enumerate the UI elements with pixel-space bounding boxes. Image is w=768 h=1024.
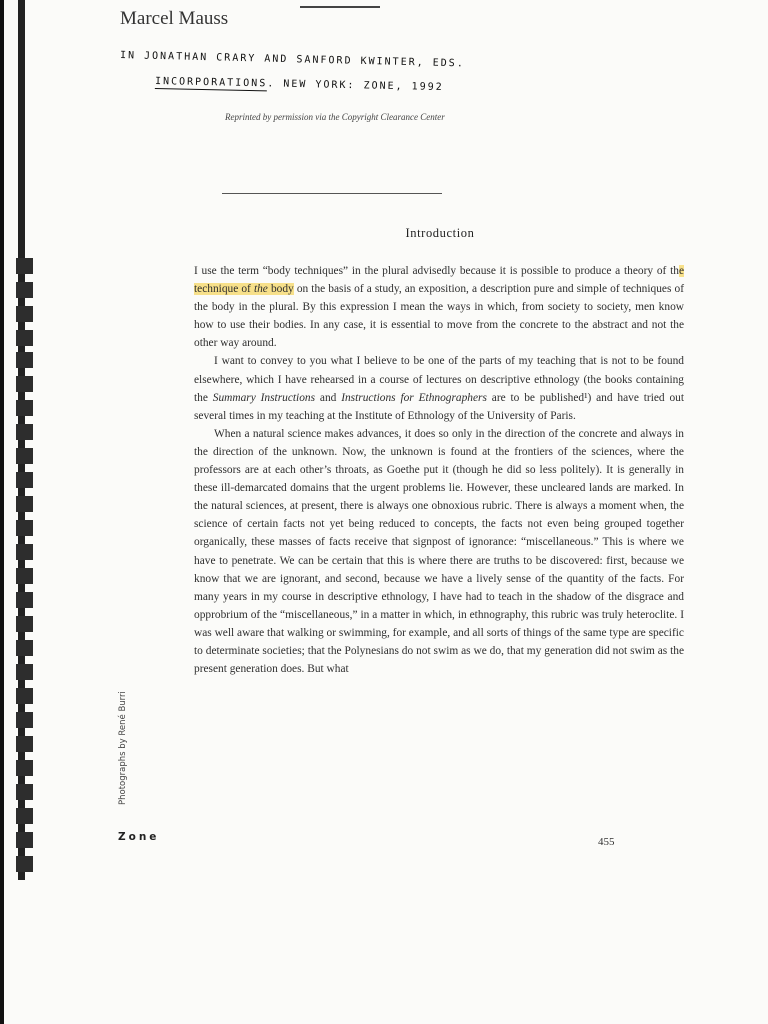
italic-title-instructions-for-ethnographers: Instructions for Ethnographers xyxy=(341,391,487,404)
binding-tab xyxy=(16,760,33,776)
binding-tab xyxy=(16,258,33,274)
binding-tab xyxy=(16,568,33,584)
binding-tab xyxy=(16,472,33,488)
paragraph-3: When a natural science makes advances, it does so only in the direction of the concrete and always in the direction of the unknown. Now, the unknown is found at the frontiers of the sciences, where the professors are at each other’s throats, as Goethe put it (though he did so less politely). It is generally in these ill-demarcated domains that the urgent problems lie. However, these uncleared lands are marked. In the natural sciences, at present, there is always one obnoxious rubric. There is always a moment when, the science of certain facts not yet being reduced to concepts, the facts not even being grouped together organically, these masses of facts receive that signpost of ignorance: “miscellaneous.” This is where we have to penetrate. We can be certain that this is where there are truths to be discovered: first, because we know that we are ignorant, and second, because we have a lively sense of the quantity of the facts. For many years in my course in descriptive ethnology, I have had to teach in the shadow of the disgrace and opprobrium of the “miscellaneous,” in a matter in which, in ethnography, this rubric was truly heteroclite. I was well aware that walking or swimming, for example, and all sorts of things of the same type are specific to determinate societies; that the Polynesians do not swim as we do, that my generation did not swim as the present generation does. But what xyxy=(194,427,684,676)
binding-tab xyxy=(16,330,33,346)
handwritten-publisher: . NEW YORK: ZONE, 1992 xyxy=(267,78,444,94)
binding-tab xyxy=(16,424,33,440)
binding-tab xyxy=(16,376,33,392)
binding-strip xyxy=(16,0,36,880)
binding-tab xyxy=(16,832,33,848)
binding-tab xyxy=(16,664,33,680)
binding-tab xyxy=(16,520,33,536)
binding-tab xyxy=(16,736,33,752)
binding-tab xyxy=(16,616,33,632)
body-text xyxy=(194,262,684,678)
paragraph-1-start: I use the term “body techniques” in the plural advisedly because it is possible to produce a theory of th xyxy=(194,265,679,277)
binding-tab xyxy=(16,808,33,824)
binding-tab xyxy=(16,784,33,800)
binding-tab xyxy=(16,496,33,512)
publisher-mark: Zone xyxy=(118,831,160,843)
handwritten-book-title: INCORPORATIONS xyxy=(154,76,268,90)
divider-rule xyxy=(222,193,442,194)
permission-note: Reprinted by permission via the Copyright Clearance Center xyxy=(225,112,445,122)
photo-credit: Photographs by René Burri xyxy=(118,691,128,805)
binding-tab xyxy=(16,640,33,656)
cropped-title-fragment xyxy=(300,0,380,8)
paragraph-2: I want to convey to you what I believe to be one of the parts of my teaching that is not to be found elsewhere, which I have rehearsed in a course of lectures on descriptive ethnology (the books containing the Summary Instructions and Instructions for Ethnographers are to be published¹) and have tried out several times in my teaching at the Institute of Ethnology of the University of Paris. xyxy=(194,355,685,422)
author-name: Marcel Mauss xyxy=(120,8,229,29)
binding-tab xyxy=(16,688,33,704)
binding-tab xyxy=(16,448,33,464)
binding-tab xyxy=(16,544,33,560)
highlighted-phrase: e technique of the body xyxy=(194,265,684,296)
binding-tab xyxy=(16,592,33,608)
binding-tab xyxy=(16,400,33,416)
binding-tab xyxy=(16,306,33,322)
handwritten-citation-line-1: IN JONATHAN CRARY AND SANFORD KWINTER, EDS. xyxy=(119,50,465,70)
page-number: 455 xyxy=(598,836,615,848)
paragraph-1-end: on the basis of a study, an exposition, a description pure and simple of techniques of the body in the plural. By this expression I mean the ways in which, from society to society, men know how to use their bodies. In any case, it is essential to move from the concrete to the abstract and not the other way around. xyxy=(194,283,684,350)
binding-tab xyxy=(16,712,33,728)
paragraph-1 xyxy=(194,262,684,352)
italic-title-summary-instructions: Summary Instructions xyxy=(212,391,316,404)
binding-tab xyxy=(16,856,33,872)
scan-edge-line xyxy=(0,0,4,1024)
handwritten-citation-line-2 xyxy=(155,76,444,93)
binding-tab xyxy=(16,352,33,368)
binding-tab xyxy=(16,282,33,298)
section-title: Introduction xyxy=(405,226,475,240)
